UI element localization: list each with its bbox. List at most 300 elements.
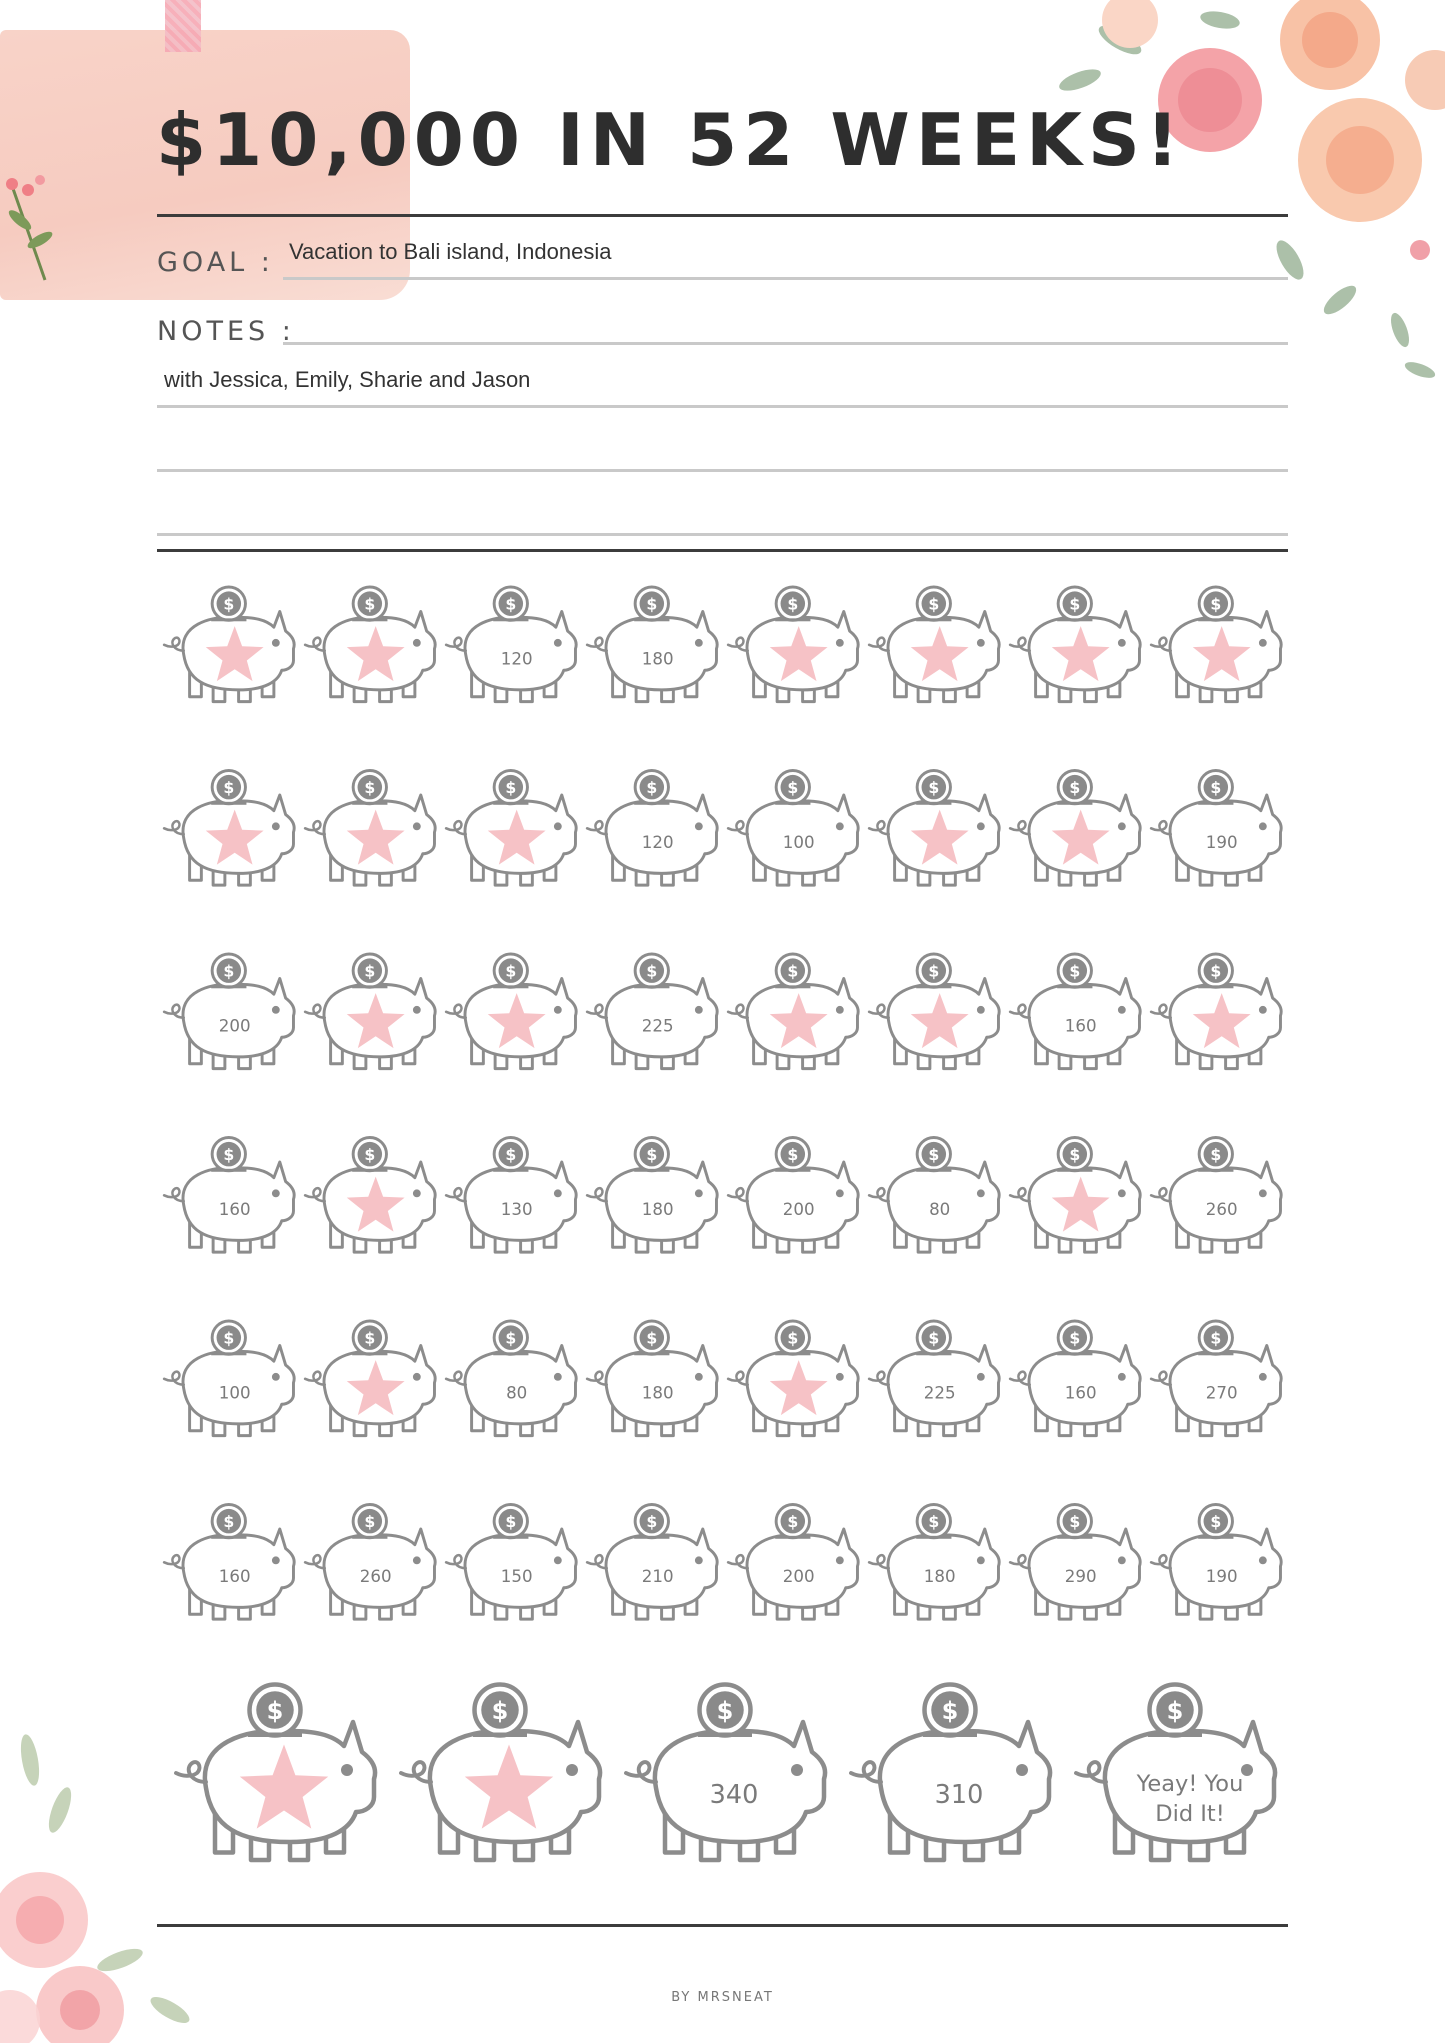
pig-tail: [1151, 1372, 1171, 1385]
pig-eye: [1259, 1006, 1267, 1014]
coin-slot: [775, 618, 810, 621]
coin-slot: [1198, 802, 1233, 805]
pig-tail: [176, 1762, 206, 1782]
pig-tail: [164, 638, 184, 651]
pig-eye: [413, 1556, 421, 1564]
coin-slot: [923, 1733, 977, 1738]
dollar-sign-icon: $: [364, 594, 376, 614]
dollar-sign-icon: $: [1210, 1328, 1222, 1348]
pig-eye: [977, 1556, 985, 1564]
pig-tail: [869, 1555, 889, 1568]
pig-eye: [1118, 1373, 1126, 1381]
pig-tail: [305, 821, 325, 834]
pig-tail: [728, 821, 748, 834]
coin-slot: [634, 1536, 669, 1539]
dollar-sign-icon: $: [928, 778, 940, 798]
pig-eye: [695, 1006, 703, 1014]
dollar-sign-icon: $: [223, 594, 235, 614]
dollar-sign-icon: $: [364, 778, 376, 798]
pig-amount: 120: [500, 649, 533, 669]
pig-tail: [1151, 638, 1171, 651]
piggy-week-45[interactable]: [728, 1504, 858, 1619]
pig-tail: [869, 1372, 889, 1385]
pig-eye: [272, 1006, 280, 1014]
pig-eye: [413, 1006, 421, 1014]
pig-eye: [695, 1373, 703, 1381]
pig-amount: 190: [1205, 832, 1238, 852]
piggy-week-28[interactable]: [587, 1137, 717, 1252]
dollar-sign-icon: $: [787, 778, 799, 798]
coin-slot: [1198, 1352, 1233, 1355]
pig-amount: 310: [934, 1780, 984, 1810]
dollar-sign-icon: $: [1210, 594, 1222, 614]
piggy-week-36[interactable]: [587, 1321, 717, 1436]
pig-tail: [1151, 821, 1171, 834]
pig-amount: 260: [359, 1566, 392, 1586]
dollar-sign-icon: $: [364, 1145, 376, 1165]
dollar-sign-icon: $: [787, 1512, 799, 1532]
pig-tail: [728, 1005, 748, 1018]
pig-tail: [587, 1188, 607, 1201]
pig-amount: 270: [1205, 1383, 1238, 1403]
dollar-sign-icon: $: [646, 594, 658, 614]
piggy-week-43[interactable]: [446, 1504, 576, 1619]
piggy-week-47[interactable]: [1010, 1504, 1140, 1619]
pig-tail: [1151, 1005, 1171, 1018]
pig-eye: [272, 1373, 280, 1381]
piggy-final-1[interactable]: [176, 1685, 375, 1861]
pig-eye: [554, 1556, 562, 1564]
pig-eye: [1118, 1006, 1126, 1014]
pig-amount: 160: [218, 1199, 251, 1219]
dollar-sign-icon: $: [928, 961, 940, 981]
pig-eye: [977, 639, 985, 647]
pig-amount: 100: [218, 1383, 251, 1403]
pig-amount: 210: [641, 1566, 674, 1586]
pig-message: Yeay! You: [1136, 1771, 1244, 1797]
pig-eye: [695, 822, 703, 830]
dollar-sign-icon: $: [646, 1328, 658, 1348]
pig-eye: [413, 822, 421, 830]
coin-slot: [1198, 1536, 1233, 1539]
pig-eye: [413, 1189, 421, 1197]
piggy-week-7[interactable]: [1010, 587, 1140, 702]
dollar-sign-icon: $: [1069, 961, 1081, 981]
pig-tail: [164, 1005, 184, 1018]
pig-tail: [626, 1762, 656, 1782]
dollar-sign-icon: $: [364, 1328, 376, 1348]
coin-slot: [352, 1536, 387, 1539]
coin-slot: [211, 618, 246, 621]
pig-eye: [977, 822, 985, 830]
piggy-week-37[interactable]: [728, 1321, 858, 1436]
piggy-week-5[interactable]: [728, 587, 858, 702]
pig-eye: [554, 1006, 562, 1014]
pig-tail: [1010, 821, 1030, 834]
pig-tail: [1010, 1555, 1030, 1568]
piggy-week-17[interactable]: [164, 954, 294, 1069]
pig-amount: 80: [506, 1383, 528, 1403]
pig-tail: [1010, 1188, 1030, 1201]
dollar-sign-icon: $: [787, 1145, 799, 1165]
piggy-week-42[interactable]: [305, 1504, 435, 1619]
coin-slot: [1057, 1352, 1092, 1355]
coin-slot: [1057, 985, 1092, 988]
dollar-sign-icon: $: [223, 961, 235, 981]
piggy-week-34[interactable]: [305, 1321, 435, 1436]
piggy-week-21[interactable]: [728, 954, 858, 1069]
pig-eye: [1259, 1189, 1267, 1197]
piggy-week-20[interactable]: [587, 954, 717, 1069]
pig-amount: 180: [641, 1383, 674, 1403]
pig-amount: 100: [782, 832, 815, 852]
coin-slot: [1148, 1733, 1202, 1738]
pig-amount: 180: [641, 649, 674, 669]
coin-slot: [1198, 618, 1233, 621]
dollar-sign-icon: $: [941, 1697, 959, 1725]
pig-eye: [1259, 822, 1267, 830]
piggy-week-25[interactable]: [164, 1137, 294, 1252]
coin-slot: [211, 985, 246, 988]
coin-slot: [211, 1352, 246, 1355]
dollar-sign-icon: $: [787, 961, 799, 981]
pig-tail: [1010, 1005, 1030, 1018]
dollar-sign-icon: $: [505, 1512, 517, 1532]
pig-eye: [1118, 822, 1126, 830]
coin-slot: [916, 802, 951, 805]
pig-eye: [977, 1189, 985, 1197]
pig-tail: [305, 1372, 325, 1385]
pig-amount: 120: [641, 832, 674, 852]
dollar-sign-icon: $: [928, 1145, 940, 1165]
pig-amount: 160: [1064, 1383, 1097, 1403]
piggy-week-18[interactable]: [305, 954, 435, 1069]
pig-eye: [836, 639, 844, 647]
notes-field[interactable]: with Jessica, Emily, Sharie and Jason: [164, 367, 531, 392]
pig-eye: [272, 1556, 280, 1564]
pig-tail: [869, 821, 889, 834]
dollar-sign-icon: $: [505, 1328, 517, 1348]
dollar-sign-icon: $: [646, 1145, 658, 1165]
pig-tail: [728, 1188, 748, 1201]
piggy-final-4[interactable]: [851, 1685, 1050, 1861]
pig-tail: [1151, 1188, 1171, 1201]
dollar-sign-icon: $: [787, 594, 799, 614]
coin-slot: [352, 985, 387, 988]
piggy-week-6[interactable]: [869, 587, 999, 702]
pig-amount: 150: [500, 1566, 533, 1586]
pig-amount: 200: [782, 1566, 815, 1586]
pig-tail: [305, 1188, 325, 1201]
pig-tail: [446, 821, 466, 834]
coin-slot: [493, 985, 528, 988]
pig-amount: 160: [1064, 1016, 1097, 1036]
coin-slot: [248, 1733, 302, 1738]
dollar-sign-icon: $: [928, 1328, 940, 1348]
pig-tail: [728, 1555, 748, 1568]
piggy-week-30[interactable]: [869, 1137, 999, 1252]
pig-eye: [695, 1556, 703, 1564]
pig-tail: [728, 638, 748, 651]
piggy-week-29[interactable]: [728, 1137, 858, 1252]
coin-slot: [916, 1536, 951, 1539]
pig-tail: [401, 1762, 431, 1782]
pig-amount: 225: [641, 1016, 674, 1036]
coin-slot: [634, 802, 669, 805]
pig-eye: [1118, 1189, 1126, 1197]
pig-eye: [272, 822, 280, 830]
piggy-week-10[interactable]: [305, 770, 435, 885]
pig-eye: [554, 1189, 562, 1197]
pig-eye: [272, 639, 280, 647]
coin-slot: [1057, 1536, 1092, 1539]
pig-tail: [305, 1555, 325, 1568]
coin-slot: [1198, 1169, 1233, 1172]
pig-eye: [413, 639, 421, 647]
coin-slot: [775, 1169, 810, 1172]
piggy-week-46[interactable]: [869, 1504, 999, 1619]
pig-eye: [1118, 639, 1126, 647]
pig-tail: [1010, 638, 1030, 651]
coin-slot: [493, 1536, 528, 1539]
dollar-sign-icon: $: [505, 1145, 517, 1165]
coin-slot: [493, 1169, 528, 1172]
coin-slot: [634, 1352, 669, 1355]
pig-tail: [1010, 1372, 1030, 1385]
coin-slot: [493, 1352, 528, 1355]
piggy-week-41[interactable]: [164, 1504, 294, 1619]
coin-slot: [473, 1733, 527, 1738]
piggy-week-14[interactable]: [869, 770, 999, 885]
pig-eye: [1259, 1556, 1267, 1564]
dollar-sign-icon: $: [1069, 1145, 1081, 1165]
pig-message: Did It!: [1155, 1801, 1225, 1827]
coin-slot: [775, 1352, 810, 1355]
pig-eye: [1016, 1764, 1028, 1776]
pig-eye: [554, 822, 562, 830]
dollar-sign-icon: $: [1210, 1145, 1222, 1165]
dollar-sign-icon: $: [1069, 1512, 1081, 1532]
pig-tail: [446, 1005, 466, 1018]
dollar-sign-icon: $: [364, 1512, 376, 1532]
dollar-sign-icon: $: [223, 1512, 235, 1532]
piggy-final-2[interactable]: [401, 1685, 600, 1861]
credit-text: BY MRSNEAT: [671, 1990, 774, 2005]
coin-slot: [775, 802, 810, 805]
dollar-sign-icon: $: [266, 1697, 284, 1725]
piggy-week-31[interactable]: [1010, 1137, 1140, 1252]
pig-eye: [836, 1006, 844, 1014]
pig-eye: [836, 1189, 844, 1197]
pig-eye: [836, 822, 844, 830]
coin-slot: [775, 985, 810, 988]
goal-label: GOAL :: [157, 247, 274, 278]
piggy-week-16[interactable]: [1151, 770, 1281, 885]
coin-slot: [916, 1169, 951, 1172]
dollar-sign-icon: $: [1210, 778, 1222, 798]
pig-amount: 200: [218, 1016, 251, 1036]
dollar-sign-icon: $: [1210, 961, 1222, 981]
pig-eye: [1118, 1556, 1126, 1564]
pig-amount: 290: [1064, 1566, 1097, 1586]
pig-tail: [446, 1188, 466, 1201]
dollar-sign-icon: $: [646, 961, 658, 981]
piggy-week-13[interactable]: [728, 770, 858, 885]
pig-tail: [587, 1555, 607, 1568]
pig-tail: [305, 1005, 325, 1018]
dollar-sign-icon: $: [646, 1512, 658, 1532]
dollar-sign-icon: $: [787, 1328, 799, 1348]
piggy-week-3[interactable]: [446, 587, 576, 702]
piggy-week-38[interactable]: [869, 1321, 999, 1436]
dollar-sign-icon: $: [364, 961, 376, 981]
dollar-sign-icon: $: [1069, 594, 1081, 614]
dollar-sign-icon: $: [223, 778, 235, 798]
piggy-week-23[interactable]: [1010, 954, 1140, 1069]
pig-tail: [164, 821, 184, 834]
pig-amount: 200: [782, 1199, 815, 1219]
coin-slot: [493, 802, 528, 805]
coin-slot: [352, 1352, 387, 1355]
pig-eye: [272, 1189, 280, 1197]
footer-divider: [157, 1924, 1288, 1927]
coin-slot: [1057, 1169, 1092, 1172]
pig-eye: [836, 1373, 844, 1381]
piggy-week-32[interactable]: [1151, 1137, 1281, 1252]
pig-tail: [869, 638, 889, 651]
pig-amount: 190: [1205, 1566, 1238, 1586]
pig-eye: [566, 1764, 578, 1776]
piggy-week-48[interactable]: [1151, 1504, 1281, 1619]
pig-tail: [1076, 1762, 1106, 1782]
coin-slot: [211, 1169, 246, 1172]
dollar-sign-icon: $: [505, 778, 517, 798]
piggy-week-40[interactable]: [1151, 1321, 1281, 1436]
coin-slot: [634, 618, 669, 621]
dollar-sign-icon: $: [928, 1512, 940, 1532]
coin-slot: [352, 802, 387, 805]
pig-tail: [305, 638, 325, 651]
pig-amount: 180: [641, 1199, 674, 1219]
piggy-week-15[interactable]: [1010, 770, 1140, 885]
coin-slot: [698, 1733, 752, 1738]
coin-slot: [916, 618, 951, 621]
piggy-week-2[interactable]: [305, 587, 435, 702]
coin-slot: [211, 1536, 246, 1539]
piggy-week-8[interactable]: [1151, 587, 1281, 702]
piggy-week-12[interactable]: [587, 770, 717, 885]
pig-eye: [695, 639, 703, 647]
dollar-sign-icon: $: [1166, 1697, 1184, 1725]
pig-eye: [695, 1189, 703, 1197]
piggy-final-3[interactable]: [626, 1685, 825, 1861]
coin-slot: [1057, 618, 1092, 621]
pig-eye: [836, 1556, 844, 1564]
pig-eye: [1259, 639, 1267, 647]
dollar-sign-icon: $: [1210, 1512, 1222, 1532]
coin-slot: [634, 1169, 669, 1172]
dollar-sign-icon: $: [223, 1328, 235, 1348]
pig-eye: [1259, 1373, 1267, 1381]
pig-tail: [446, 638, 466, 651]
coin-slot: [775, 1536, 810, 1539]
coin-slot: [1057, 802, 1092, 805]
pig-tail: [869, 1188, 889, 1201]
dollar-sign-icon: $: [505, 961, 517, 981]
pig-eye: [977, 1373, 985, 1381]
dollar-sign-icon: $: [928, 594, 940, 614]
pig-eye: [791, 1764, 803, 1776]
piggy-week-24[interactable]: [1151, 954, 1281, 1069]
coin-slot: [916, 985, 951, 988]
piggy-final-5[interactable]: [1076, 1685, 1275, 1861]
pig-tail: [1151, 1555, 1171, 1568]
pig-tail: [446, 1555, 466, 1568]
piggy-week-35[interactable]: [446, 1321, 576, 1436]
notes-label: NOTES :: [157, 316, 295, 347]
goal-field[interactable]: Vacation to Bali island, Indonesia: [289, 239, 612, 264]
coin-slot: [634, 985, 669, 988]
dollar-sign-icon: $: [1069, 1328, 1081, 1348]
coin-slot: [493, 618, 528, 621]
coin-slot: [916, 1352, 951, 1355]
pig-tail: [587, 1005, 607, 1018]
piggy-week-9[interactable]: [164, 770, 294, 885]
pig-amount: 340: [709, 1780, 759, 1810]
pig-amount: 80: [929, 1199, 951, 1219]
pig-tail: [851, 1762, 881, 1782]
pig-eye: [413, 1373, 421, 1381]
piggy-week-44[interactable]: [587, 1504, 717, 1619]
pig-amount: 160: [218, 1566, 251, 1586]
dollar-sign-icon: $: [491, 1697, 509, 1725]
coin-slot: [352, 1169, 387, 1172]
pig-amount: 130: [500, 1199, 533, 1219]
pig-tail: [869, 1005, 889, 1018]
pig-eye: [341, 1764, 353, 1776]
piggy-week-1[interactable]: [164, 587, 294, 702]
piggy-week-27[interactable]: [446, 1137, 576, 1252]
pig-tail: [164, 1555, 184, 1568]
pig-tail: [587, 638, 607, 651]
dollar-sign-icon: $: [646, 778, 658, 798]
coin-slot: [352, 618, 387, 621]
pig-amount: 180: [923, 1566, 956, 1586]
coin-slot: [1198, 985, 1233, 988]
pig-tail: [587, 821, 607, 834]
piggy-week-22[interactable]: [869, 954, 999, 1069]
pig-amount: 225: [923, 1383, 956, 1403]
pig-eye: [977, 1006, 985, 1014]
dollar-sign-icon: $: [223, 1145, 235, 1165]
piggy-week-39[interactable]: [1010, 1321, 1140, 1436]
piggy-week-26[interactable]: [305, 1137, 435, 1252]
pig-tail: [164, 1188, 184, 1201]
pig-eye: [554, 639, 562, 647]
pig-tail: [446, 1372, 466, 1385]
page-title: $10,000 IN 52 WEEKS!: [156, 98, 1185, 182]
pig-tail: [587, 1372, 607, 1385]
piggy-week-4[interactable]: [587, 587, 717, 702]
piggy-week-11[interactable]: [446, 770, 576, 885]
pig-tail: [164, 1372, 184, 1385]
pig-eye: [554, 1373, 562, 1381]
piggy-week-19[interactable]: [446, 954, 576, 1069]
piggy-week-33[interactable]: [164, 1321, 294, 1436]
dollar-sign-icon: $: [716, 1697, 734, 1725]
coin-slot: [211, 802, 246, 805]
pig-amount: 260: [1205, 1199, 1238, 1219]
